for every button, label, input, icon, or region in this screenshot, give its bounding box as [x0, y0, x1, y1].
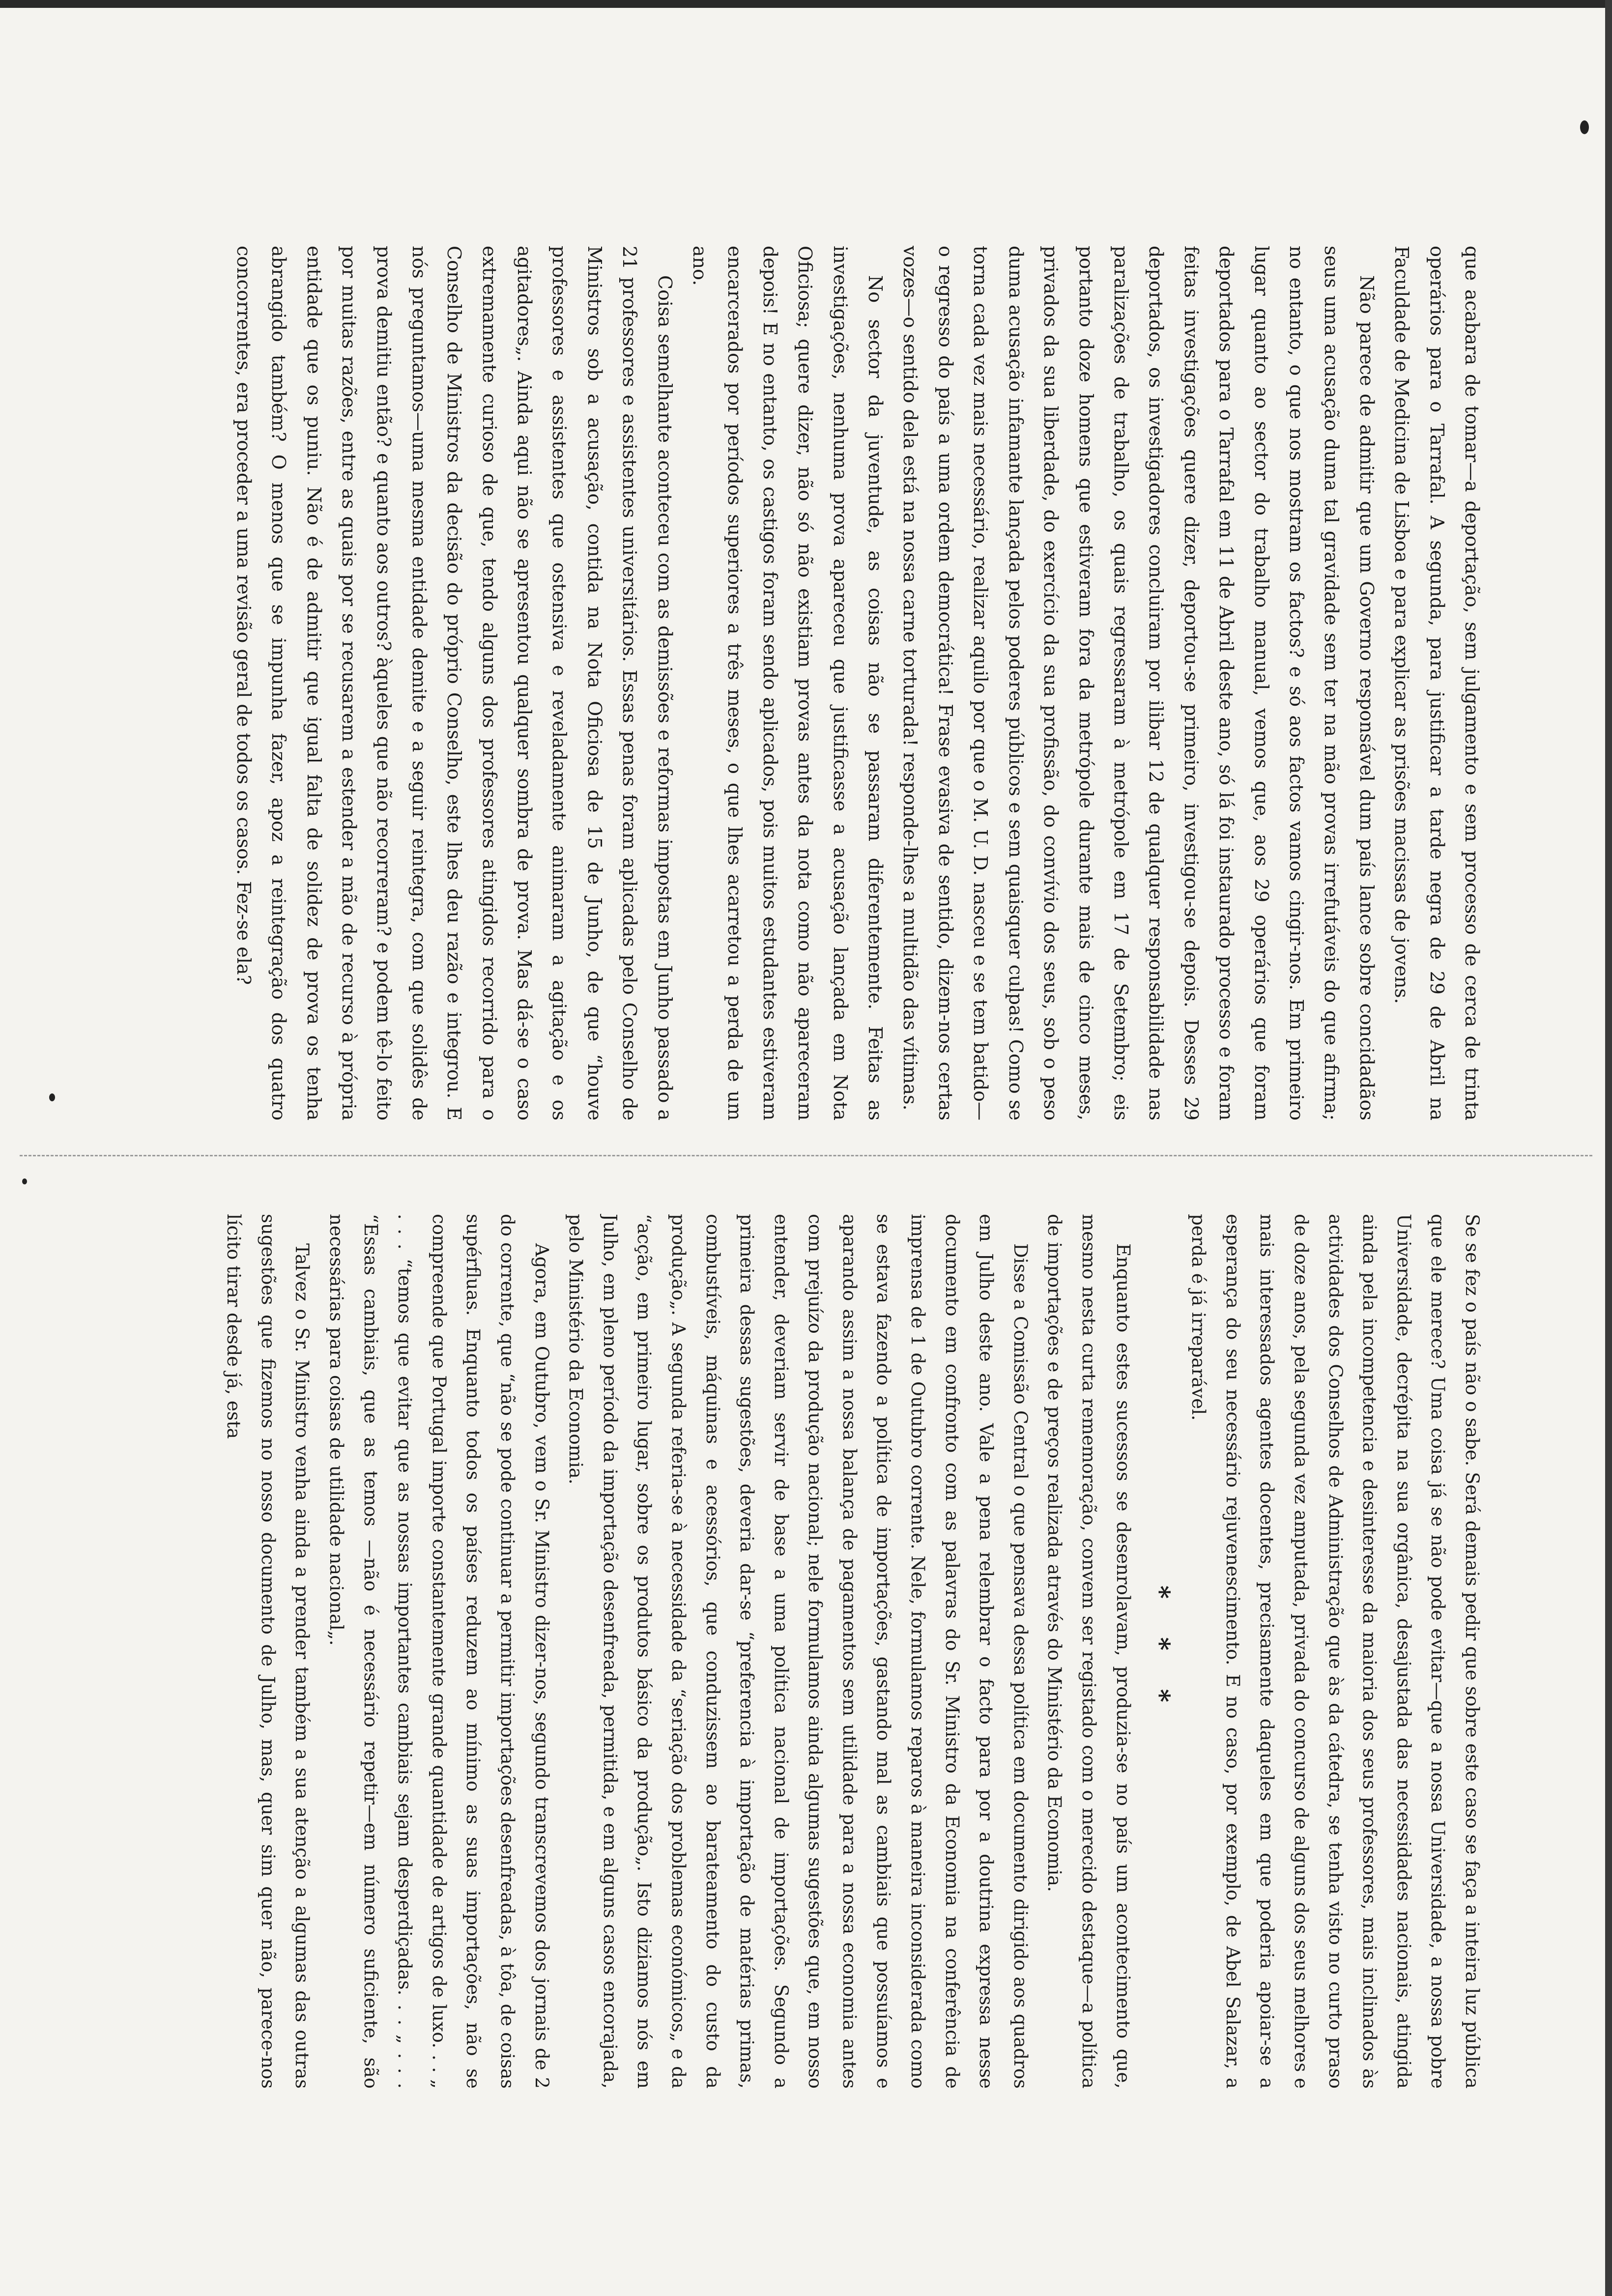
scan-right-border: [1605, 0, 1612, 2296]
ink-speck: [22, 1178, 27, 1184]
paragraph: que acabara de tomar—a deportação, sem julgamento e sem processo de cerca de trinta operários para o Tarrafal. A segunda, para justificar a tarde negra de 29 de Abril na Faculdade de Medicina de Lisboa e para explicar as prisões macissas de jovens.: [1391, 246, 1483, 1120]
section-separator: * * *: [1145, 1585, 1175, 1717]
paragraph: No sector da juventude, as coisas não se passaram diferentemente. Feitas as investigações, nenhuma prova apareceu que justificasse a acusação lançada em Nota Oficiosa; quere dizer, não só não existiam provas antes da nota como não apareceram depois! E no entanto, os castigos foram sendo aplicados, pois muitos estudantes estiveram encarcerados por períodos superiores a três meses, o que lhes acarretou a perda de um ano.: [689, 246, 887, 1120]
paragraph: Coisa semelhante aconteceu com as demissões e reformas impostas em Junho passado a 21 professores e assistentes universitários. Essas penas foram aplicadas pelo Conselho de Ministros sob a acusação, contida na Nota Oficiosa de 15 de Junho, de que “houve professores e assistentes que ostensiva e reveladamente animaram a agitação e os agitadores„. Ainda aqui não se apresentou qualquer sombra de prova. Mas dá-se o caso extremamente curioso de que, tendo alguns dos professores atingidos recorrido para o Conselho de Ministros da decisão do próprio Conselho, este lhes deu razão e integrou. E nós preguntamos—uma mesma entidade demite e a seguir reintegra, com que solidês de prova demitiu então? e quanto aos outros? àqueles que não recorreram? e podem tê-lo feito por muitas razões, entre as quais por se recusarem a estender a mão de recurso à própria entidade que os puniu. Não é de admitir que igual falta de solidez de prova os tenha abrangido também? O menos que se impunha fazer, apoz a reintegração dos quatro concorrentes, era proceder a uma revisão geral de todos os casos. Fez-se ela?: [232, 246, 676, 1120]
ink-speck: [1580, 120, 1589, 134]
right-column: [187, 1214, 1489, 2089]
rotated-page: [187, 246, 1489, 2089]
paragraph: Se se fez o país não o sabe. Será demais pedir que sobre este caso se faça a inteira luz pública que ele merece? Uma coisa já se não pode evitar—que a nossa Universidade, a nossa pobre Universidade, decrépita na sua orgânica, desajustada das necessidades nacionais, atingida ainda pela incompetencia e desinteresse da maioria dos seus professores, mais inclinados às actividades dos Conselhos de Administração que às da cátedra, se tenha visto no curto praso de doze anos, pela segunda vez amputada, privada do concurso de alguns dos seus melhores e mais interessados agentes docentes, precisamente daqueles em que poderia apoiar-se a esperança do seu necessário rejuvenescimento. E no caso, por exemplo, de Abel Salazar, a perda é já irreparável.: [1188, 1214, 1483, 2089]
paragraph: Talvez o Sr. Ministro venha ainda a prender também a sua atenção a algumas das outras sugestões que fizemos no nosso documento de Julho, mas, quer sim quer não, parece-nos lícito tirar desde já, esta: [223, 1214, 313, 2089]
paragraph: Agora, em Outubro, vem o Sr. Ministro dizer-nos, segundo transcrevemos dos jornais de 2 do corrente, que “não se pode continuar a permitir importações desenfreadas, à tôa, de coisas supérfluas. Enquanto todos os países reduzem ao mínimo as suas importações, não se compreende que Portugal importe constantemente grande quantidade de artigos de luxo. . . „ . . . “temos que evitar que as nossas importantes cambiais sejam desperdiçadas. . . „ . . . “Essas cambiais, que as temos —não é necessário repetir—em número suficiente, são necessárias para coisas de utilidade nacional„.: [326, 1214, 552, 2089]
paragraph: Não parece de admitir que um Governo responsável dum país lance sobre concidadãos seus uma acusação duma tal gravidade sem ter na mão provas irrefutáveis do que afirma; no entanto, o que nos mostram os factos? e só aos factos vamos cingir-nos. Em primeiro lugar quanto ao sector do trabalho manual, vemos que, aos 29 operários que foram deportados para o Tarrafal em 11 de Abril deste ano, só lá foi instaurado processo e foram feitas investigações quere dizer, deportou-se primeiro, investigou-se depois. Desses 29 deportados, os investigadores concluiram por ilibar 12 de qualquer responsabilidade nas paralizações de trabalho, os quais regressaram à metrópole em 17 de Setembro; eis portanto doze homens que estiveram fora da metrópole durante mais de cinco meses, privados da sua liberdade, do exercício da sua profissão, do convívio dos seus, sob o peso duma acusação infamante lançada pelos poderes públicos e sem quaisquer culpas! Como se torna cada vez mais necessário, realizar aquilo por que o M. U. D. nasceu e se tem batido—o regresso do país a uma ordem democrática! Frase evasiva de sentido, dizem-nos certas vozes—o sentido dela está na nossa carne torturada! responde-lhes a multidão das vítimas.: [899, 246, 1378, 1120]
left-column: [187, 246, 1489, 1120]
paragraph: Enquanto estes sucessos se desenrolavam, produzia-se no país um acontecimento que, mesmo nesta curta rememoração, convem ser registado com o merecido destaque—a política de importações e de preços realizada através do Ministério da Economia.: [1044, 1214, 1134, 2089]
paragraph: Disse a Comissão Central o que pensava dessa política em documento dirigido aos quadros em Julho deste ano. Vale a pena relembrar o facto para por a doutrina expressa nesse documento em confronto com as palavras do Sr. Ministro da Economia na conferência de imprensa de 1 de Outubro corrente. Nele, formulamos reparos à maneira inconsiderada como se estava fazendo a política de importações, gastando mal as cambiais que possuíamos e aparando assim a nossa balança de pagamentos sem utilidade para a nossa economia antes com prejuízo da produção nacional; nele formulamos ainda algumas sugestões que, em nosso entender, deveriam servir de base a uma política nacional de importações. Segundo a primeira dessas sugestões, deveria dar-se “preferencia à importação de matérias primas, combustíveis, máquinas e acessórios, que conduzissem ao barateamento do custo da produção„. A segunda referia-se à necessidade da “seriação dos problemas económicos„ e da “acção, em primeiro lugar, sobre os produtos básico da produção„. Isto diziamos nós em Julho, em pleno período da importação desenfreada, permitida, e em alguns casos encorajada, pelo Ministério da Economia.: [565, 1214, 1031, 2089]
scan-top-border: [0, 0, 1612, 8]
ink-speck: [49, 1093, 55, 1101]
